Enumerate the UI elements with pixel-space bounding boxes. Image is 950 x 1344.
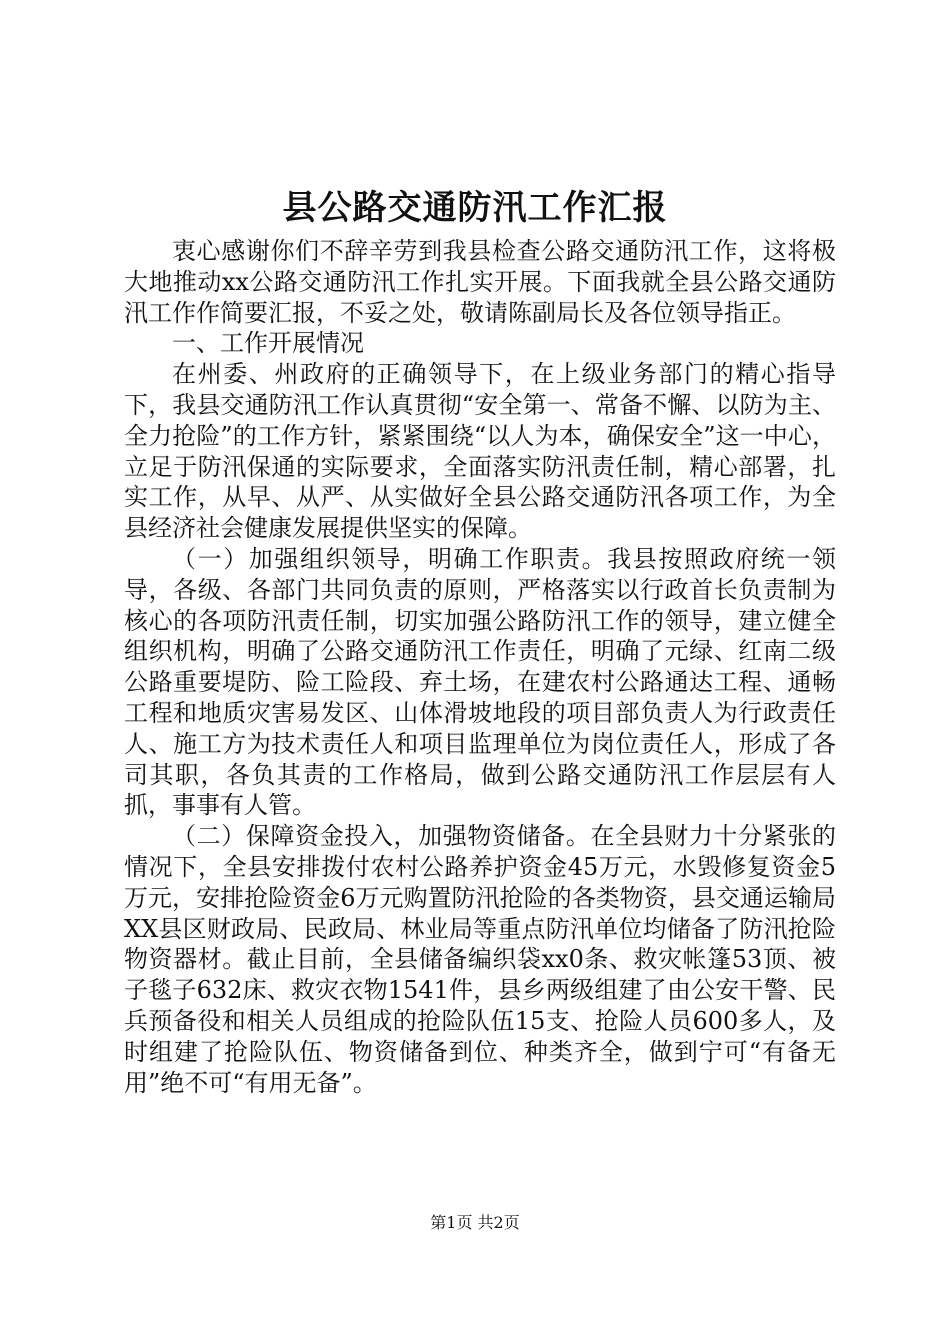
paragraph-overview: 在州委、州政府的正确领导下，在上级业务部门的精心指导下，我县交通防汛工作认真贯彻“安全第一、常备不懈、以防为主、全力抢险”的工作方针，紧紧围绕“以人为本，确保安全”这一中心，立足于防汛保通的实际要求，全面落实防汛责任制，精心部署，扎实工作，从早、从严、从实做好全县公路交通防汛各项工作，为全县经济社会健康发展提供坚实的保障。: [124, 360, 836, 543]
paragraph-intro: 衷心感谢你们不辞辛劳到我县检查公路交通防汛工作，这将极大地推动xx公路交通防汛工作扎实开展。下面我就全县公路交通防汛工作作简要汇报，不妥之处，敬请陈副局长及各位领导指正。: [124, 237, 836, 327]
section-heading: 一、工作开展情况: [172, 329, 364, 358]
document-body: [124, 236, 836, 1098]
paragraph-organization: （一）加强组织领导，明确工作职责。我县按照政府统一领导，各级、各部门共同负责的原则，严格落实以行政首长负责制为核心的各项防汛责任制，切实加强公路防汛工作的领导，建立健全组织机构，明确了公路交通防汛工作责任，明确了元绿、红南二级公路重要堤防、险工险段、弃土场，在建农村公路通达工程、通畅工程和地质灾害易发区、山体滑坡地段的项目部负责人为行政责任人、施工方为技术责任人和项目监理单位为岗位责任人，形成了各司其职，各负其责的工作格局，做到公路交通防汛工作层层有人抓，事事有人管。: [124, 544, 836, 820]
page-number: 第1页 共2页: [430, 1213, 520, 1232]
paragraph-funding: （二）保障资金投入，加强物资储备。在全县财力十分紧张的情况下，全县安排拨付农村公路养护资金45万元，水毁修复资金5万元，安排抢险资金6万元购置防汛抢险的各类物资，县交通运输局XX县区财政局、民政局、林业局等重点防汛单位均储备了防汛抢险物资器材。截止目前，全县储备编织袋xx0条、救灾帐篷53顶、被子毯子632床、救灾衣物1541件，县乡两级组建了由公安干警、民兵预备役和相关人员组成的抢险队伍15支、抢险人员600多人，及时组建了抢险队伍、物资储备到位、种类齐全，做到宁可“有备无用”绝不可“有用无备”。: [124, 822, 836, 1097]
document-title: 县公路交通防汛工作汇报: [282, 188, 668, 228]
